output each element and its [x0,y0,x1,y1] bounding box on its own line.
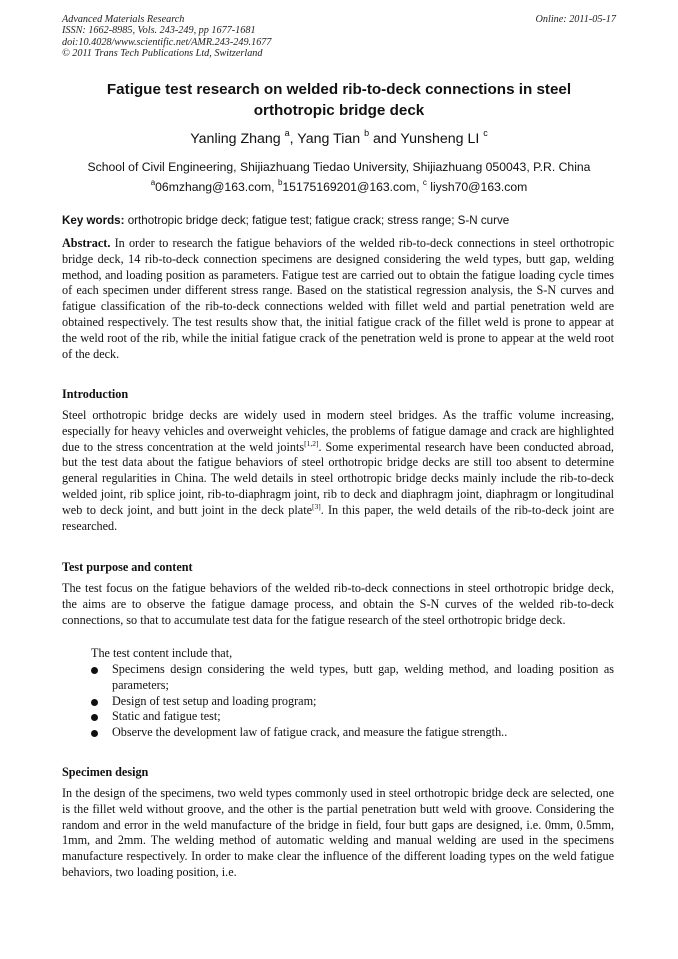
test-purpose-paragraph: The test focus on the fatigue behaviors of the welded rib-to-deck connections in steel orthotropic bridge deck, the aims are to observe the fatigue damage process, and obtain the S-N curves of the welded rib-to-deck connections, so that to accumulate test data for the fatigue research of the steel orthotropic bridge deck. [62,581,614,627]
author-emails [62,178,616,197]
list-item-text: Static and fatigue test; [112,709,221,724]
author-sep-2: and Yunsheng LI [369,131,484,147]
list-item [62,709,614,725]
test-content-list [62,662,614,741]
paper-title [62,80,616,121]
author-1-sup: a [284,128,290,138]
author-sep-1: , Yang Tian [289,131,365,147]
abstract-text: In order to research the fatigue behaviors of the welded rib-to-deck connections in steel orthotropic bridge deck, 14 rib-to-deck connection specimens are designed considering the weld types, butt gap, welding method, and loading position as parameters. Fatigue test are carried out to obtain the fatigue loading cycle times of each specimen under different stress range. Based on the statistical regression analysis, the S-N curves and fatigue classification of the rib-to-deck connections welded with fillet weld and partial penetration weld are obtained respectively. The test results show that, the initial fatigue crack of the fillet weld is prone to appear at the weld root of the rib, while the initial fatigue crack of the penetration weld is prone to appear at the weld root of the deck. [62,236,614,361]
keywords-label: Key words: [62,214,125,227]
doi-line: doi:10.4028/www.scientific.net/AMR.243-249.1677 [62,36,272,48]
email-1: 06mzhang@163.com, [155,180,278,194]
affiliation: School of Civil Engineering, Shijiazhuang Tiedao University, Shijiazhuang 050043, P.R. China [87,160,591,174]
list-item-text: Observe the development law of fatigue crack, and measure the fatigue strength.. [112,725,508,740]
author-3-sup: c [483,128,488,138]
list-item [62,725,614,741]
email-2: 15175169201@163.com, [282,180,423,194]
bullet-icon [91,699,98,706]
bullet-icon [91,667,98,674]
email-2-sup: b [277,178,283,187]
author-2-sup: b [364,128,370,138]
test-purpose-heading: Test purpose and content [62,560,193,574]
issn-line: ISSN: 1662-8985, Vols. 243-249, pp 1677-1681 [62,25,256,37]
email-3-sup: c [422,178,427,187]
specimen-design-paragraph: In the design of the specimens, two weld types commonly used in steel orthotropic bridge deck are selected, one is the fillet weld without groove, and the other is the partial penetration butt weld with groove. Considering the random and error in the weld manufacture of the bridge in field, four butt gaps are designed, i.e. 0mm, 0.5mm, 1mm, and 2mm. The welding method of automatic welding and manual welding are used in the specimens manufacture respectively. In order to make clear the influence of the different loading types on the weld fatigue behaviors, two loading position, i.e. [62,786,614,879]
email-1-sup: a [150,178,156,187]
introduction-heading: Introduction [62,387,129,401]
intro-text-1: Steel orthotropic bridge decks are widely used in modern steel bridges. As the traffic volume increasing, especially for heavy vehicles and overweight vehicles, the problems of fatigue damage and crack are highlighted due to the stress concentration at the weld joints [62,408,614,454]
email-3: liysh70@163.com [426,180,528,194]
title-line-1: Fatigue test research on welded rib-to-deck connections in steel [106,81,572,98]
intro-text-3: . In this paper, the weld details of the rib-to-deck joint are researched. [62,502,614,533]
intro-text-2: . Some experimental research have been conducted abroad, but the test data about the fatigue behaviors of steel orthotropic bridge decks are still too absent to determine general regularities in China. The weld details in steel orthotropic bridge decks mainly include the rib-to-deck welded joint, rib splice joint, rib-to-diaphragm joint, rib to deck and diaphragm joint, diaphragm or longitudinal web to deck joint, and butt joint in the deck plate [62,439,614,517]
journal-header [62,14,271,60]
citation-1-2: [1,2] [304,438,319,448]
citation-3: [3] [311,501,321,511]
online-date: Online: 2011-05-17 [535,14,616,25]
copyright-line: © 2011 Trans Tech Publications Ltd, Switzerland [62,48,263,60]
list-item [62,694,614,710]
list-item [62,662,614,694]
test-content-intro: The test content include that, [91,646,233,660]
author-1: Yanling Zhang [190,131,285,147]
title-line-2: orthotropic bridge deck [253,101,425,119]
journal-name: Advanced Materials Research [62,14,185,25]
specimen-design-heading: Specimen design [62,765,149,779]
abstract-label: Abstract. [62,236,111,250]
list-item-text: Design of test setup and loading program; [112,693,317,708]
bullet-icon [91,714,98,721]
abstract [62,236,614,362]
list-item-text: Specimens design considering the weld types, butt gap, welding method, and loading position as parameters; [112,662,614,692]
keywords-text: orthotropic bridge deck; fatigue test; fatigue crack; stress range; S-N curve [124,214,510,227]
bullet-icon [91,730,98,737]
author-list [62,128,616,150]
keywords [62,213,616,229]
introduction-paragraph [62,408,614,534]
